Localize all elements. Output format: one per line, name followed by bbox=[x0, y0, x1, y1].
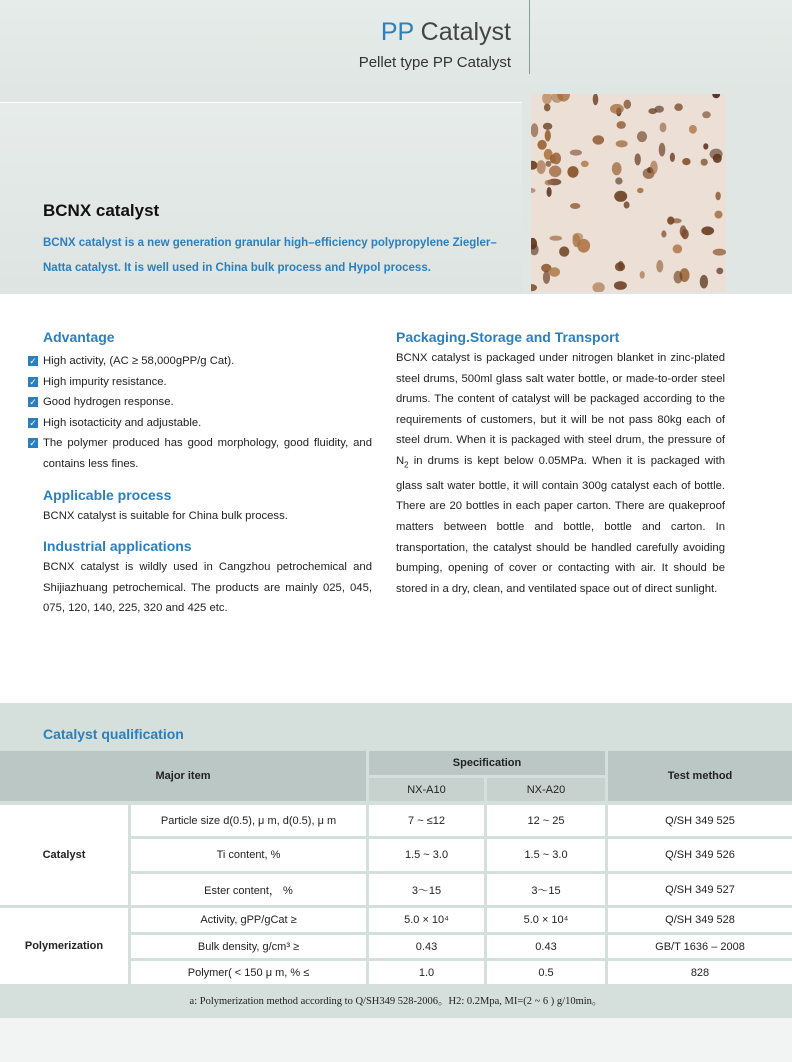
table-cell-a20: 1.5 ~ 3.0 bbox=[487, 839, 605, 871]
granule bbox=[682, 158, 690, 165]
granule bbox=[546, 161, 552, 167]
table-cell-a20: 0.43 bbox=[487, 935, 605, 958]
right-column bbox=[396, 329, 725, 599]
granule bbox=[531, 244, 539, 255]
checkbox-icon: ✓ bbox=[29, 376, 37, 387]
table-cell-method: 828 bbox=[608, 961, 792, 984]
table-cell-item: Ester content， % bbox=[131, 874, 366, 905]
packaging-heading: Packaging.Storage and Transport bbox=[396, 329, 620, 345]
table-cell-item: Activity, gPP/gCat ≥ bbox=[131, 908, 366, 932]
granule bbox=[531, 284, 537, 291]
granule bbox=[612, 162, 622, 175]
table-cell-item: Bulk density, g/cm³ ≥ bbox=[131, 935, 366, 958]
page-subtitle: Pellet type PP Catalyst bbox=[358, 54, 511, 71]
table-cell-item: Particle size d(0.5), μ m, d(0.5), μ m bbox=[131, 805, 366, 836]
granule bbox=[581, 161, 589, 167]
table-cell-item: Polymer( < 150 μ m, % ≤ bbox=[131, 961, 366, 984]
granule bbox=[712, 94, 720, 98]
table-cell-a10: 5.0 × 10⁴ bbox=[369, 908, 484, 932]
applicable-heading: Applicable process bbox=[43, 486, 172, 503]
checkbox-icon: ✓ bbox=[29, 397, 37, 408]
granule bbox=[549, 267, 560, 276]
granule bbox=[531, 161, 538, 170]
granule bbox=[610, 104, 624, 114]
granule bbox=[547, 187, 552, 197]
granule bbox=[616, 140, 628, 147]
granule bbox=[640, 271, 645, 279]
header-test-method: Test method bbox=[608, 751, 792, 801]
title-rest: Catalyst bbox=[413, 18, 511, 46]
table-cell-a10: 3～15 bbox=[369, 874, 484, 905]
group-label-polymerization: Polymerization bbox=[0, 908, 128, 984]
granule bbox=[593, 94, 599, 105]
packaging-text: BCNX catalyst is packaged under nitrogen blanket in zinc-plated steel drums, 500ml glass salt water bottle, or made-to-order steel drums. The content of catalyst will be packaged according to the requirements of customers, but it will be not pass 80kg each of steel drum. When it is packaged with steel drum, the pressure of $N_2$ in drums is kept below 0.05MPa. When it is packaged with glass salt water bottle, it will contain 300g catalyst each of bottle. There are 20 bottles in each paper carton. There are quakeproof matters between bottle and bottle, bottle and carton. In transportation, the catalyst should be handled carefully avoiding bumping, opening of cover or contacting with air. It should be stored in a dry, clean, and ventilated space out of direct sunlight. bbox=[396, 352, 725, 595]
granule bbox=[544, 104, 551, 112]
table-cell-a10: 0.43 bbox=[369, 935, 484, 958]
advantage-list bbox=[28, 351, 372, 475]
header-nx-a10: NX-A10 bbox=[369, 778, 484, 801]
granule bbox=[715, 192, 720, 201]
granule bbox=[659, 143, 666, 157]
advantage-item: ✓ The polymer produced has good morphology, good fluidity, and contains less fines. bbox=[29, 437, 372, 470]
granule bbox=[673, 244, 683, 253]
granule bbox=[531, 123, 538, 137]
granule bbox=[550, 236, 563, 241]
checkbox-icon: ✓ bbox=[29, 417, 37, 428]
qualification-heading: Catalyst qualification bbox=[43, 726, 184, 742]
granule bbox=[570, 150, 582, 156]
intro-description: BCNX catalyst is a new generation granular high–efficiency polypropylene Ziegler–Natta catalyst. It is well used in China bulk process and Hypol process. bbox=[43, 237, 497, 274]
granule bbox=[648, 108, 657, 114]
checkbox-icon: ✓ bbox=[29, 438, 37, 449]
advantage-item: ✓ High isotacticity and adjustable. bbox=[29, 416, 202, 429]
granule bbox=[559, 246, 569, 256]
industrial-text: BCNX catalyst is wildly used in Cangzhou petrochemical and Shijiazhuang petrochemical. The products are mainly 025, 045, 075, 120, 140, 225, 320 and 425 etc. bbox=[43, 561, 372, 615]
granule bbox=[703, 143, 708, 149]
granule bbox=[551, 94, 563, 103]
granule bbox=[618, 261, 624, 270]
header-major-item: Major item bbox=[0, 751, 366, 801]
granule bbox=[542, 94, 552, 104]
table-cell-a20: 0.5 bbox=[487, 961, 605, 984]
granule bbox=[549, 166, 561, 178]
granule bbox=[572, 233, 583, 242]
table-footnote: a: Polymerization method according to Q/SH349 528-2006。H2: 0.2Mpa, MI=(2 ~ 6 ) g/10min。 bbox=[189, 996, 603, 1007]
granule bbox=[614, 281, 627, 290]
granule bbox=[624, 201, 630, 208]
granule bbox=[667, 217, 674, 225]
applicable-text: BCNX catalyst is suitable for China bulk process. bbox=[43, 509, 288, 522]
industrial-heading: Industrial applications bbox=[43, 538, 192, 555]
table-cell-item: Ti content, % bbox=[131, 839, 366, 871]
granule bbox=[615, 177, 622, 184]
granule bbox=[661, 230, 666, 237]
granule bbox=[552, 153, 562, 165]
header-band bbox=[0, 0, 792, 94]
granule bbox=[637, 131, 647, 142]
granule bbox=[531, 188, 536, 193]
intro-heading: BCNX catalyst bbox=[43, 201, 160, 220]
granule bbox=[545, 180, 553, 186]
granule bbox=[545, 130, 551, 142]
title-accent: PP bbox=[380, 18, 414, 46]
table-cell-method: Q/SH 349 528 bbox=[608, 908, 792, 932]
granule bbox=[702, 111, 711, 118]
header-specification: Specification bbox=[369, 751, 605, 775]
granule bbox=[701, 226, 714, 235]
table-cell-method: Q/SH 349 526 bbox=[608, 839, 792, 871]
advantage-item: ✓ High impurity resistance. bbox=[29, 375, 167, 388]
granule bbox=[543, 271, 550, 284]
granule bbox=[710, 149, 723, 160]
table-cell-method: GB/T 1636 – 2008 bbox=[608, 935, 792, 958]
bottom-band bbox=[0, 1018, 792, 1062]
table-cell-method: Q/SH 349 527 bbox=[608, 874, 792, 905]
table-cell-a20: 12 ~ 25 bbox=[487, 805, 605, 836]
advantage-item: ✓ Good hydrogen response. bbox=[29, 396, 174, 409]
granule bbox=[680, 225, 687, 237]
granule bbox=[617, 121, 626, 129]
granule bbox=[537, 160, 546, 174]
granule bbox=[650, 161, 658, 175]
granule bbox=[674, 271, 683, 284]
advantage-heading: Advantage bbox=[43, 329, 115, 345]
table-cell-a10: 1.0 bbox=[369, 961, 484, 984]
table-cell-method: Q/SH 349 525 bbox=[608, 805, 792, 836]
granule bbox=[713, 249, 726, 256]
header-divider bbox=[529, 0, 530, 74]
left-column bbox=[28, 329, 372, 619]
granule bbox=[670, 153, 675, 162]
granule bbox=[592, 282, 604, 292]
granule bbox=[635, 153, 641, 165]
checkbox-icon: ✓ bbox=[29, 356, 37, 366]
granule bbox=[637, 188, 644, 193]
granule bbox=[689, 125, 697, 134]
granule bbox=[700, 275, 708, 289]
granule bbox=[593, 135, 605, 144]
table-cell-a10: 1.5 ~ 3.0 bbox=[369, 839, 484, 871]
table-cell-a20: 5.0 × 10⁴ bbox=[487, 908, 605, 932]
granule bbox=[674, 103, 683, 111]
granule bbox=[716, 268, 723, 275]
advantage-item: ✓ High activity, (AC ≥ 58,000gPP/g Cat). bbox=[29, 355, 235, 367]
granule bbox=[537, 140, 546, 150]
granule bbox=[701, 159, 708, 166]
header-nx-a20: NX-A20 bbox=[487, 778, 605, 801]
granule bbox=[656, 260, 663, 272]
granule bbox=[567, 166, 578, 178]
granule bbox=[570, 203, 580, 209]
group-label-catalyst: Catalyst bbox=[0, 805, 128, 905]
table-cell-a10: 7 ~ ≤12 bbox=[369, 805, 484, 836]
table-cell-a20: 3～15 bbox=[487, 874, 605, 905]
granule bbox=[660, 123, 667, 133]
granule bbox=[543, 123, 552, 130]
granule bbox=[614, 191, 627, 202]
catalyst-micrograph-image bbox=[531, 94, 726, 292]
page-title bbox=[381, 18, 511, 47]
granule bbox=[624, 100, 632, 109]
granule bbox=[715, 211, 723, 219]
